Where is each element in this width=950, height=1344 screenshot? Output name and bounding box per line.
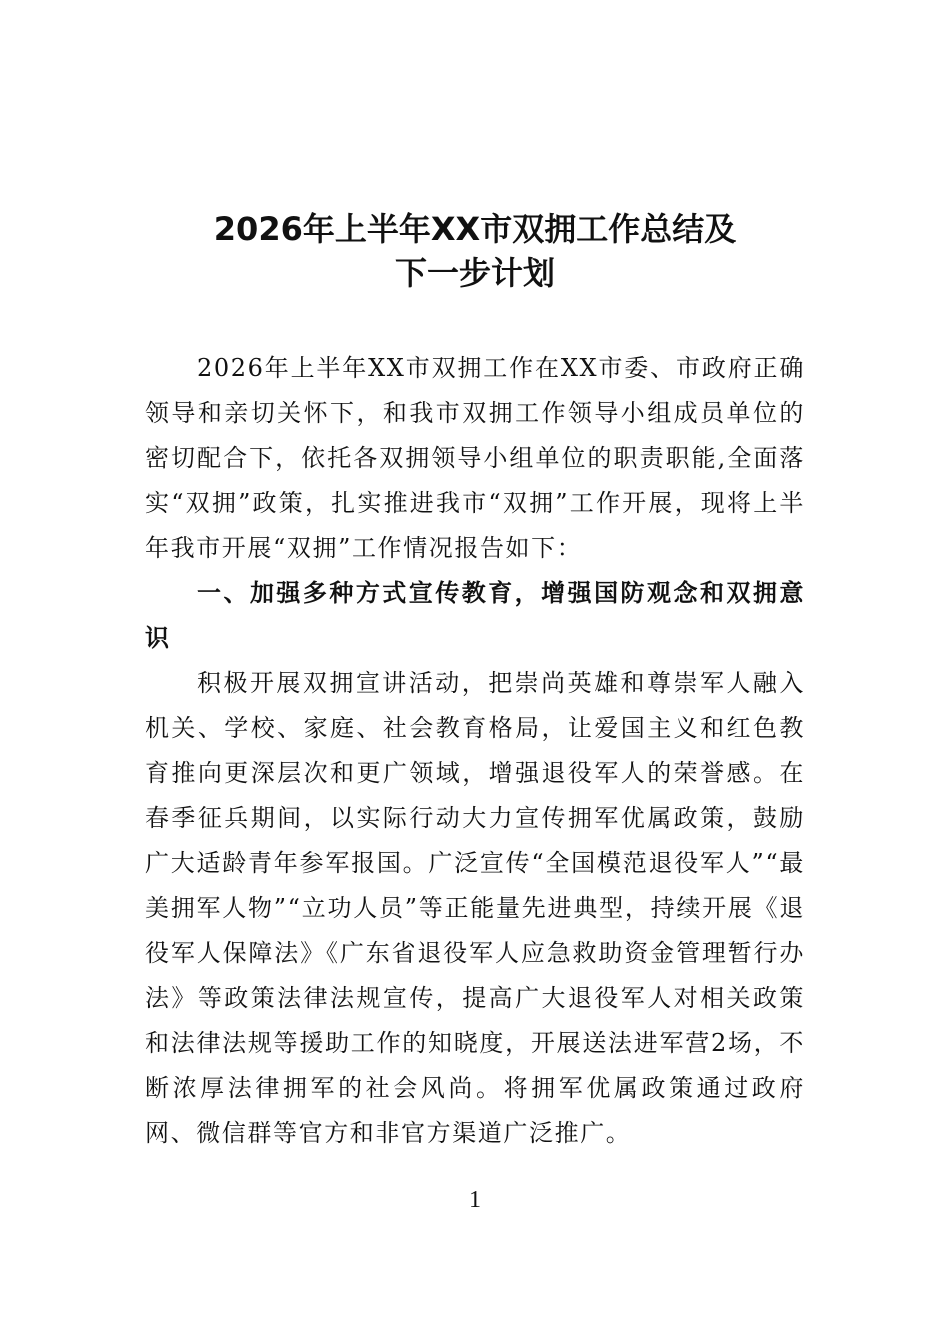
document-title xyxy=(145,207,805,295)
intro-paragraph: 2026年上半年XX市双拥工作在XX市委、市政府正确领导和亲切关怀下，和我市双拥工作领导小组成员单位的密切配合下，依托各双拥领导小组单位的职责职能,全面落实“双拥”政策，扎实推进我市“双拥”工作开展，现将上半年我市开展“双拥”工作情况报告如下： xyxy=(145,354,805,562)
title-line-1: 2026年上半年XX市双拥工作总结及 xyxy=(213,210,737,249)
title-line-2: 下一步计划 xyxy=(394,254,555,293)
section-1-paragraph: 积极开展双拥宣讲活动，把崇尚英雄和尊崇军人融入机关、学校、家庭、社会教育格局，让爱国主义和红色教育推向更深层次和更广领域，增强退役军人的荣誉感。在春季征兵期间，以实际行动大力宣传拥军优属政策，鼓励广大适龄青年参军报国。广泛宣传“全国模范退役军人”“最美拥军人物”“立功人员”等正能量先进典型，持续开展《退役军人保障法》《广东省退役军人应急救助资金管理暂行办法》等政策法律法规宣传，提高广大退役军人对相关政策和法律法规等援助工作的知晓度，开展送法进军营2场，不断浓厚法律拥军的社会风尚。将拥军优属政策通过政府网、微信群等官方和非官方渠道广泛推广。 xyxy=(145,669,805,1147)
section-heading-1: 一、加强多种方式宣传教育，增强国防观念和双拥意识 xyxy=(145,579,805,652)
page-number: 1 xyxy=(469,1187,481,1213)
document-body xyxy=(145,346,805,1156)
